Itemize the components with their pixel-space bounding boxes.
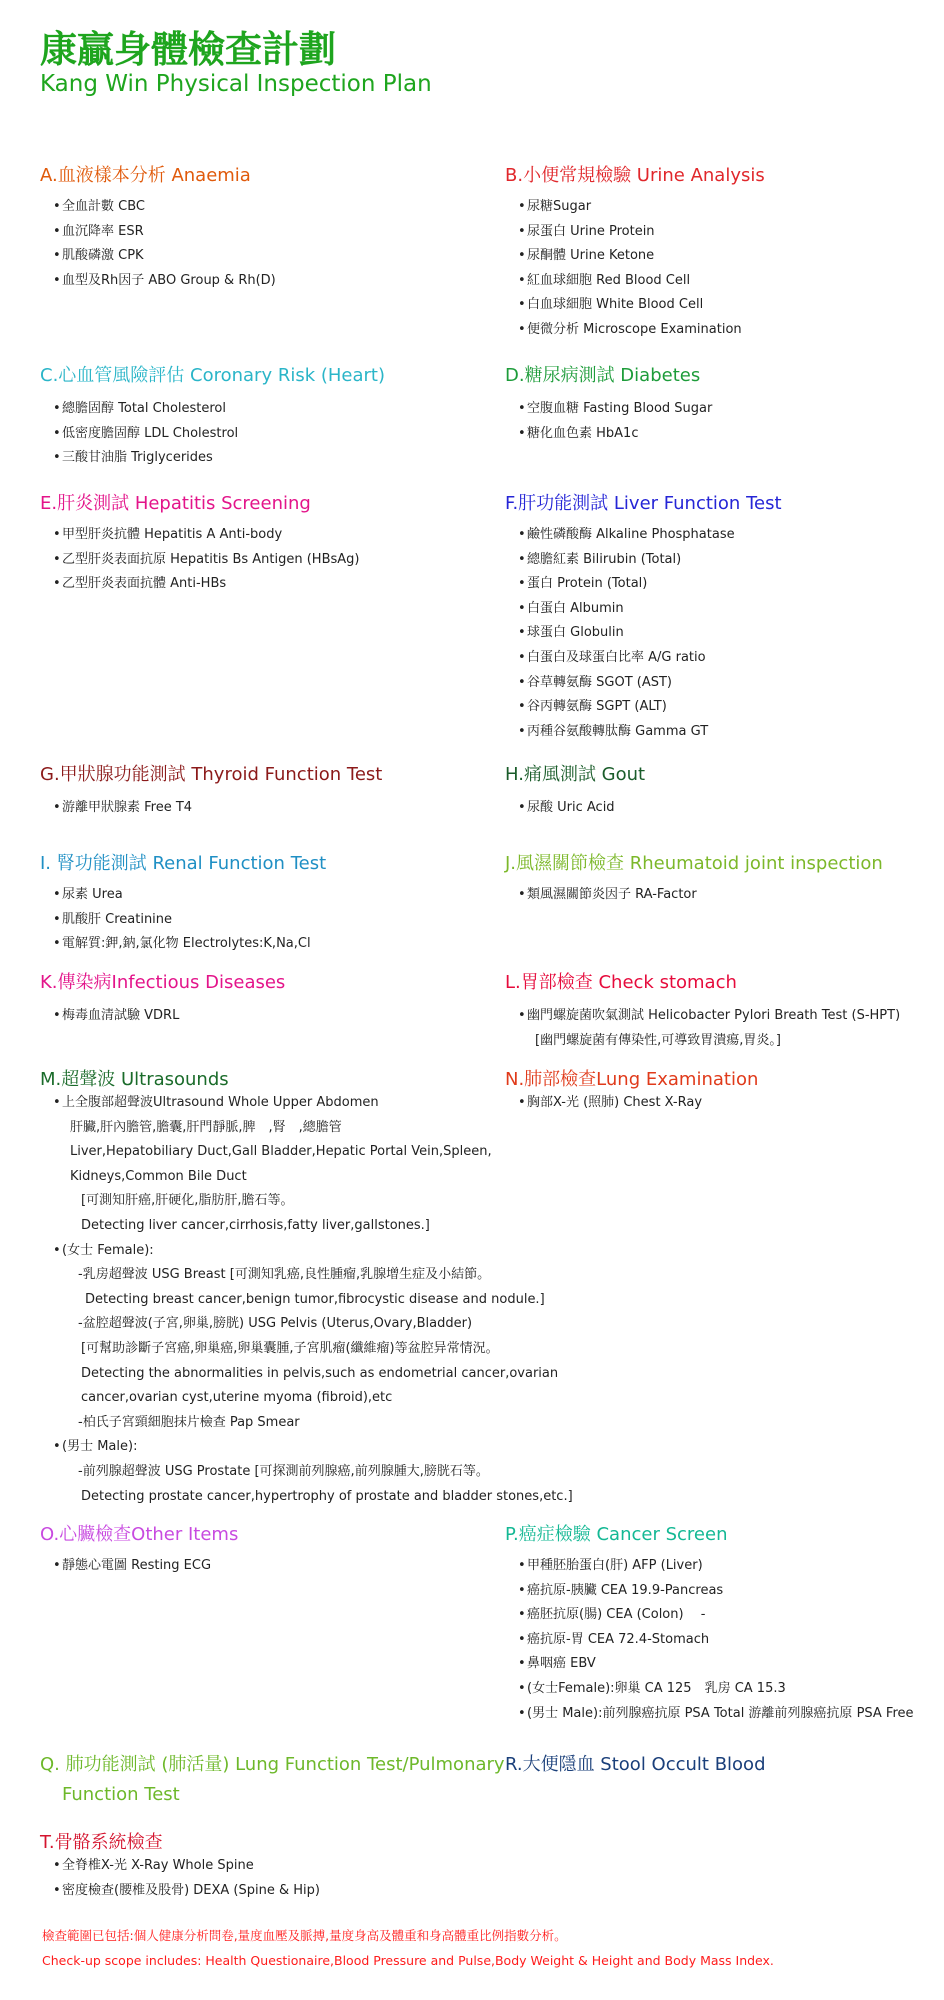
list-item: • 電解質:鉀,鈉,氯化物 Electrolytes:K,Na,Cl <box>40 932 326 957</box>
section-coronary-risk <box>40 361 385 471</box>
list-item: • 全脊椎X-光 X-Ray Whole Spine <box>40 1854 320 1879</box>
list-item-detail: Liver,Hepatobiliary Duct,Gall Bladder,Hepatic Portal Vein,Spleen, <box>70 1144 492 1160</box>
section-check-stomach <box>505 968 900 1053</box>
section-title: M.超聲波 Ultrasounds <box>40 1069 229 1090</box>
list-item-detail: Detecting breast cancer,benign tumor,fibrocystic disease and nodule.] <box>85 1291 545 1307</box>
section-title: Q. 肺功能測試 (肺活量) Lung Function Test/Pulmonary <box>40 1754 505 1775</box>
section-title: L.胃部檢查 Check stomach <box>505 972 737 993</box>
section-title: P.癌症檢驗 Cancer Screen <box>505 1524 728 1545</box>
list-item: • 癌抗原-胰臟 CEA 19.9-Pancreas <box>505 1579 914 1604</box>
list-item: • 球蛋白 Globulin <box>505 621 782 646</box>
section-ultrasounds <box>40 1065 573 1509</box>
list-item: • 紅血球細胞 Red Blood Cell <box>505 269 765 294</box>
section-urine-analysis <box>505 161 765 343</box>
section-title: J.風濕關節檢查 Rheumatoid joint inspection <box>505 853 883 874</box>
section-title: H.痛風測試 Gout <box>505 764 646 785</box>
list-item: • 尿酮體 Urine Ketone <box>505 244 765 269</box>
list-item: • 谷丙轉氨酶 SGPT (ALT) <box>505 695 782 720</box>
list-item: • 密度檢查(腰椎及股骨) DEXA (Spine & Hip) <box>40 1879 320 1904</box>
list-item-note: [幽門螺旋菌有傳染性,可導致胃潰瘍,胃炎。] <box>535 1032 781 1048</box>
list-item-detail: Detecting liver cancer,cirrhosis,fatty liver,gallstones.] <box>81 1217 430 1233</box>
section-title: O.心臟檢查Other Items <box>40 1524 239 1545</box>
list-item: • (男士 Male): <box>40 1435 573 1460</box>
list-item: • (女士Female):卵巢 CA 125 乳房 CA 15.3 <box>505 1677 914 1702</box>
section-cancer-screen <box>505 1520 914 1726</box>
list-item: • 血沉降率 ESR <box>40 220 276 245</box>
section-title: I. 腎功能測試 Renal Function Test <box>40 853 327 874</box>
list-item: • 鼻咽癌 EBV <box>505 1652 914 1677</box>
list-item-detail: -前列腺超聲波 USG Prostate [可探測前列腺癌,前列腺腫大,膀胱石等。 <box>78 1463 489 1479</box>
section-skeletal-system <box>40 1828 320 1903</box>
section-stool-occult-blood <box>505 1750 766 1784</box>
list-item: • 糖化血色素 HbA1c <box>505 422 712 447</box>
list-item: • 梅毒血清試驗 VDRL <box>40 1004 285 1029</box>
section-title: G.甲狀腺功能測試 Thyroid Function Test <box>40 764 383 785</box>
section-lung-examination <box>505 1065 758 1116</box>
list-item: • 三酸甘油脂 Triglycerides <box>40 446 385 471</box>
footer-note-zh: 檢查範圍已包括:個人健康分析問卷,量度血壓及脈搏,量度身高及體重和身高體重比例指數分析。 <box>42 1928 567 1943</box>
list-item: • 乙型肝炎表面抗體 Anti-HBs <box>40 572 360 597</box>
section-title: T.骨骼系統檢查 <box>40 1832 163 1853</box>
list-item: • 甲型肝炎抗體 Hepatitis A Anti-body <box>40 523 360 548</box>
list-item: • 便微分析 Microscope Examination <box>505 318 765 343</box>
section-title: D.糖尿病測試 Diabetes <box>505 365 701 386</box>
list-item: • 尿糖Sugar <box>505 195 765 220</box>
section-rheumatoid-joint <box>505 849 883 908</box>
section-liver-function <box>505 489 782 744</box>
list-item: • 鹼性磷酸酶 Alkaline Phosphatase <box>505 523 782 548</box>
list-item: • 肌酸磷激 CPK <box>40 244 276 269</box>
section-title: F.肝功能測試 Liver Function Test <box>505 493 782 514</box>
list-item: • 肌酸肝 Creatinine <box>40 908 326 933</box>
list-item: • 癌胚抗原(腸) CEA (Colon) - <box>505 1603 914 1628</box>
section-infectious-diseases <box>40 968 285 1029</box>
list-item-detail: -盆腔超聲波(子宮,卵巢,膀胱) USG Pelvis (Uterus,Ovary,Bladder) <box>78 1316 473 1332</box>
list-item: • 總膽固醇 Total Cholesterol <box>40 397 385 422</box>
list-item: • 血型及Rh因子 ABO Group & Rh(D) <box>40 269 276 294</box>
list-item: • 乙型肝炎表面抗原 Hepatitis Bs Antigen (HBsAg) <box>40 548 360 573</box>
section-thyroid-function <box>40 760 382 821</box>
list-item: • 全血計數 CBC <box>40 195 276 220</box>
list-item: • 谷草轉氨酶 SGOT (AST) <box>505 671 782 696</box>
list-item: • 丙種谷氨酸轉肽酶 Gamma GT <box>505 720 782 745</box>
section-anaemia <box>40 161 276 293</box>
list-item: • 類風濕關節炎因子 RA-Factor <box>505 883 883 908</box>
list-item: • 甲種胚胎蛋白(肝) AFP (Liver) <box>505 1554 914 1579</box>
list-item-detail: [可測知肝癌,肝硬化,脂肪肝,膽石等。 <box>81 1193 294 1209</box>
section-title: K.傳染病Infectious Diseases <box>40 972 286 993</box>
list-item: • 白蛋白 Albumin <box>505 597 782 622</box>
list-item: • 尿酸 Uric Acid <box>505 796 645 821</box>
page-subtitle: Kang Win Physical Inspection Plan <box>40 71 432 97</box>
list-item: • 白蛋白及球蛋白比率 A/G ratio <box>505 646 782 671</box>
list-item-detail: Detecting prostate cancer,hypertrophy of prostate and bladder stones,etc.] <box>81 1488 573 1504</box>
list-item: • 尿素 Urea <box>40 883 326 908</box>
page-title: 康贏身體檢查計劃 <box>40 28 336 71</box>
list-item: • 靜態心電圖 Resting ECG <box>40 1554 238 1579</box>
list-item-detail: -乳房超聲波 USG Breast [可測知乳癌,良性腫瘤,乳腺增生症及小結節。 <box>78 1267 491 1283</box>
list-item: • 空腹血糖 Fasting Blood Sugar <box>505 397 712 422</box>
section-title: N.肺部檢查Lung Examination <box>505 1069 759 1090</box>
list-item: • 癌抗原-胃 CEA 72.4-Stomach <box>505 1628 914 1653</box>
list-item-detail: [可幫助診斷子宮癌,卵巢癌,卵巢囊腫,子宮肌瘤(纖維瘤)等盆腔异常情況。 <box>81 1340 499 1356</box>
list-item: • 胸部X-光 (照肺) Chest X-Ray <box>505 1091 758 1116</box>
section-title: R.大便隱血 Stool Occult Blood <box>505 1754 766 1775</box>
section-title: C.心血管風險評估 Coronary Risk (Heart) <box>40 365 385 386</box>
section-lung-function <box>40 1750 505 1814</box>
section-title-continued: Function Test <box>62 1784 180 1805</box>
list-item: • (女士 Female): <box>40 1239 573 1264</box>
list-item: • 總膽紅素 Bilirubin (Total) <box>505 548 782 573</box>
section-hepatitis-screening <box>40 489 360 597</box>
footer-note-en: Check-up scope includes: Health Questionaire,Blood Pressure and Pulse,Body Weight & Height and Body Mass Index. <box>42 1953 774 1968</box>
list-item-detail: Kidneys,Common Bile Duct <box>70 1168 247 1184</box>
list-item-detail: Detecting the abnormalities in pelvis,such as endometrial cancer,ovarian <box>81 1365 559 1381</box>
list-item-detail: 肝臟,肝內膽管,膽囊,肝門靜脈,脾 ,腎 ,總膽管 <box>70 1119 342 1135</box>
list-item-detail: -柏氏子宮頸細胞抹片檢查 Pap Smear <box>78 1414 300 1430</box>
list-item: • 低密度膽固醇 LDL Cholestrol <box>40 422 385 447</box>
list-item-detail: cancer,ovarian cyst,uterine myoma (fibroid),etc <box>81 1390 393 1406</box>
list-item: • 游離甲狀腺素 Free T4 <box>40 796 382 821</box>
section-other-items <box>40 1520 238 1579</box>
list-item: • 白血球細胞 White Blood Cell <box>505 293 765 318</box>
section-title: E.肝炎測試 Hepatitis Screening <box>40 493 311 514</box>
list-item: • 尿蛋白 Urine Protein <box>505 220 765 245</box>
section-diabetes <box>505 361 712 446</box>
list-item: • 幽門螺旋菌吹氣測試 Helicobacter Pylori Breath Test (S-HPT) <box>505 1004 900 1029</box>
section-title: A.血液樣本分析 Anaemia <box>40 165 251 186</box>
list-item: • 蛋白 Protein (Total) <box>505 572 782 597</box>
list-item: • (男士 Male):前列腺癌抗原 PSA Total 游離前列腺癌抗原 PSA Free <box>505 1702 914 1727</box>
section-gout <box>505 760 645 821</box>
section-renal-function <box>40 849 326 957</box>
list-item: • 上全腹部超聲波Ultrasound Whole Upper Abdomen <box>40 1091 573 1116</box>
section-title: B.小便常規檢驗 Urine Analysis <box>505 165 765 186</box>
